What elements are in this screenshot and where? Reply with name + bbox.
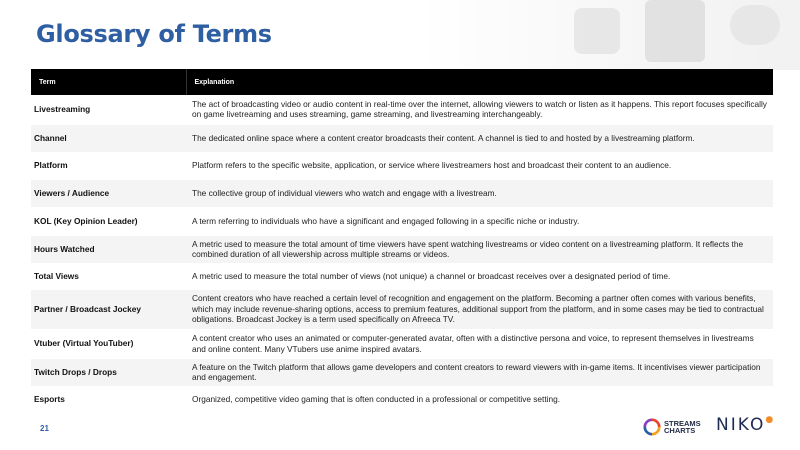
table-row [31,95,773,124]
column-header-term: Term [31,69,186,95]
explanation-cell: A feature on the Twitch platform that allows game developers and content creators to reward viewers with in-game items. It incentivises viewer participation and engagement. [186,358,773,386]
table-header-row [31,69,773,95]
niko-dot-icon: ● [765,415,776,425]
explanation-cell: The dedicated online space where a content creator broadcasts their content. A channel is tied to and hosted by a livestreaming platform. [186,124,773,152]
term-cell: Partner / Broadcast Jockey [31,289,186,329]
decorative-shape [730,5,780,45]
table-row [31,358,773,386]
table-row [31,152,773,179]
niko-logo [716,415,775,435]
page-number: 21 [40,424,49,433]
decorative-shape [645,0,705,62]
table-row [31,235,773,263]
streams-charts-logo [643,416,701,438]
term-cell: Platform [31,152,186,179]
niko-logo-text: NIKO [716,415,766,435]
explanation-cell: A term referring to individuals who have a significant and engaged following in a specific niche or industry. [186,207,773,235]
explanation-cell: The act of broadcasting video or audio content in real-time over the internet, allowing viewers to watch or listen as it happens. This report focuses specifically on game livetreaming and uses streaming, game streaming, and livestreaming interchangeably. [186,95,773,124]
term-cell: Viewers / Audience [31,179,186,207]
term-cell: Vtuber (Virtual YouTuber) [31,329,186,358]
term-cell: Livestreaming [31,95,186,124]
table-row [31,386,773,412]
decorative-shape [574,8,620,54]
page-title: Glossary of Terms [36,20,272,48]
explanation-cell: Organized, competitive video gaming that is often conducted in a professional or competitive setting. [186,386,773,412]
explanation-cell: A metric used to measure the total number of views (not unique) a channel or broadcast receives over a designated period of time. [186,263,773,289]
streams-charts-icon [643,418,661,436]
table-row [31,124,773,152]
table-row [31,179,773,207]
explanation-cell: Content creators who have reached a certain level of recognition and engagement on the platform. Becoming a partner often comes with various benefits, which may include revenue-sharing options, access to premium features, additional support from the platform, and in some cases may be tied to contractual obligations. Broadcast Jockey is a term used specifically on Afreeca TV. [186,289,773,329]
term-cell: Channel [31,124,186,152]
explanation-cell: A metric used to measure the total amount of time viewers have spent watching livestreams or video content on a livestreaming platform. It reflects the combined duration of all viewership across multiple streams or videos. [186,235,773,263]
explanation-cell: The collective group of individual viewers who watch and engage with a livestream. [186,179,773,207]
table-row [31,263,773,289]
table-row [31,329,773,358]
column-header-explanation: Explanation [186,69,773,95]
table-row [31,207,773,235]
logo-text-line2: CHARTS [664,426,696,435]
explanation-cell: A content creator who uses an animated or computer-generated avatar, often with a distinctive persona and voice, to represent themselves in livestreams and online content. Many VTubers use anime inspired avatars. [186,329,773,358]
term-cell: Twitch Drops / Drops [31,358,186,386]
glossary-table [31,69,773,413]
table-row [31,289,773,329]
term-cell: Esports [31,386,186,412]
logo-text-line1: STREAMS [664,418,701,428]
term-cell: Hours Watched [31,235,186,263]
explanation-cell: Platform refers to the specific website, application, or service where livestreamers host and broadcast their content to an audience. [186,152,773,179]
term-cell: KOL (Key Opinion Leader) [31,207,186,235]
header-decoration [420,0,800,70]
term-cell: Total Views [31,263,186,289]
